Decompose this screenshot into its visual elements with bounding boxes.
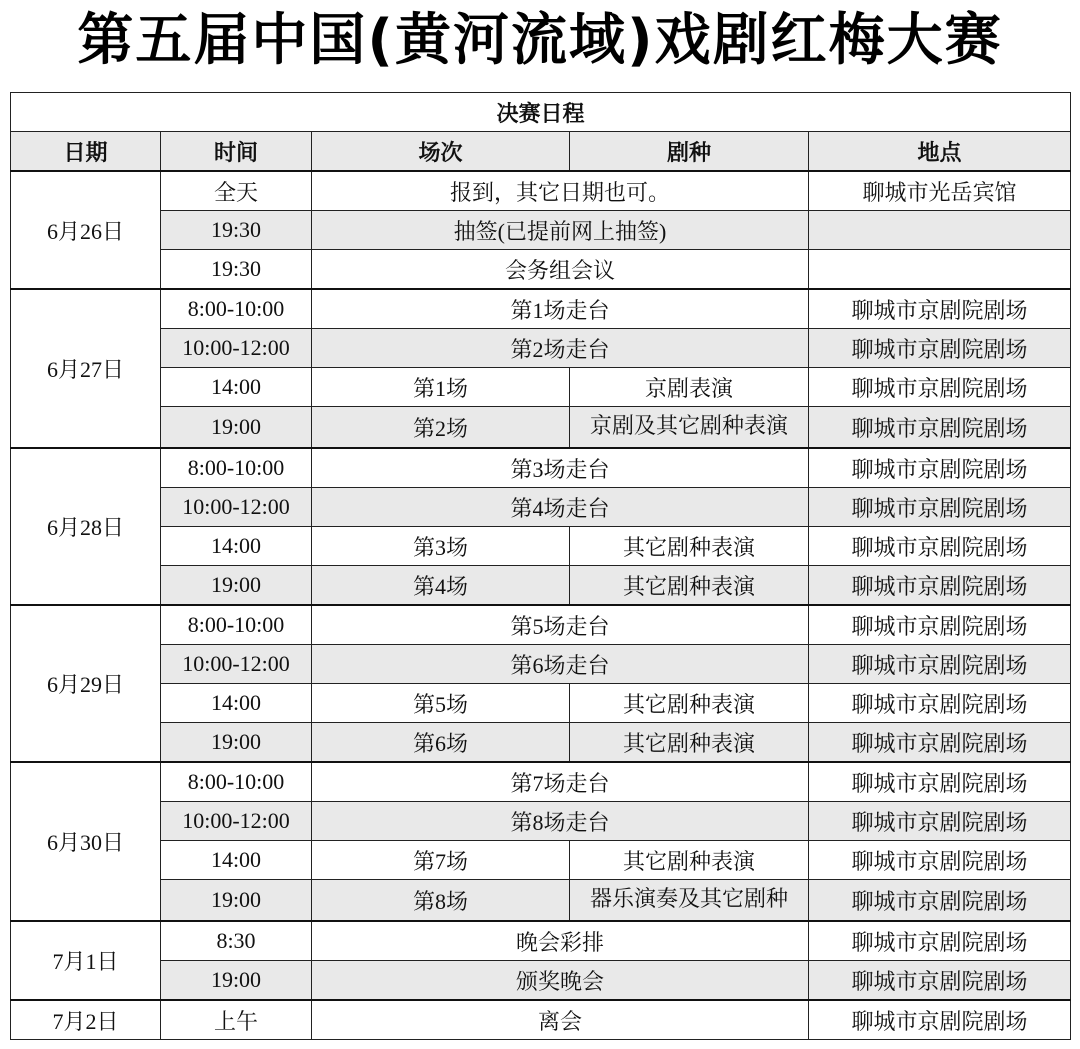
session-cell: 第4场 bbox=[312, 566, 570, 606]
content-cell: 第2场走台 bbox=[312, 329, 809, 368]
table-row bbox=[11, 645, 1071, 684]
schedule-caption: 决赛日程 bbox=[11, 93, 1071, 132]
table-row bbox=[11, 723, 1071, 763]
time-cell: 10:00-12:00 bbox=[161, 488, 312, 527]
table-row bbox=[11, 448, 1071, 488]
header-row bbox=[11, 132, 1071, 172]
venue-cell: 聊城市京剧院剧场 bbox=[809, 841, 1071, 880]
date-cell: 7月1日 bbox=[11, 921, 161, 1000]
venue-cell: 聊城市京剧院剧场 bbox=[809, 802, 1071, 841]
time-cell: 14:00 bbox=[161, 527, 312, 566]
table-row bbox=[11, 605, 1071, 645]
venue-cell: 聊城市京剧院剧场 bbox=[809, 921, 1071, 961]
time-cell: 8:00-10:00 bbox=[161, 605, 312, 645]
table-row bbox=[11, 171, 1071, 211]
table-row bbox=[11, 880, 1071, 922]
table-row bbox=[11, 961, 1071, 1001]
session-cell: 第1场 bbox=[312, 368, 570, 407]
time-cell: 19:30 bbox=[161, 211, 312, 250]
content-cell: 第8场走台 bbox=[312, 802, 809, 841]
genre-cell: 其它剧种表演 bbox=[570, 527, 809, 566]
table-row bbox=[11, 329, 1071, 368]
date-cell: 6月28日 bbox=[11, 448, 161, 605]
table-row bbox=[11, 407, 1071, 449]
content-cell: 离会 bbox=[312, 1000, 809, 1040]
content-cell: 第1场走台 bbox=[312, 289, 809, 329]
time-cell: 19:00 bbox=[161, 407, 312, 449]
date-cell: 7月2日 bbox=[11, 1000, 161, 1040]
date-cell: 6月27日 bbox=[11, 289, 161, 448]
content-cell: 报到，其它日期也可。 bbox=[312, 171, 809, 211]
table-row bbox=[11, 566, 1071, 606]
schedule-table bbox=[10, 92, 1071, 1040]
time-cell: 14:00 bbox=[161, 684, 312, 723]
table-row bbox=[11, 368, 1071, 407]
venue-cell: 聊城市京剧院剧场 bbox=[809, 566, 1071, 606]
time-cell: 全天 bbox=[161, 171, 312, 211]
genre-cell: 其它剧种表演 bbox=[570, 723, 809, 763]
venue-cell: 聊城市京剧院剧场 bbox=[809, 407, 1071, 449]
table-row bbox=[11, 289, 1071, 329]
time-cell: 10:00-12:00 bbox=[161, 645, 312, 684]
content-cell: 第3场走台 bbox=[312, 448, 809, 488]
session-cell: 第2场 bbox=[312, 407, 570, 449]
venue-cell: 聊城市京剧院剧场 bbox=[809, 605, 1071, 645]
session-cell: 第7场 bbox=[312, 841, 570, 880]
content-cell: 第5场走台 bbox=[312, 605, 809, 645]
genre-cell: 其它剧种表演 bbox=[570, 566, 809, 606]
venue-cell: 聊城市光岳宾馆 bbox=[809, 171, 1071, 211]
venue-cell: 聊城市京剧院剧场 bbox=[809, 645, 1071, 684]
venue-cell: 聊城市京剧院剧场 bbox=[809, 762, 1071, 802]
venue-cell: 聊城市京剧院剧场 bbox=[809, 448, 1071, 488]
venue-cell bbox=[809, 250, 1071, 290]
venue-cell: 聊城市京剧院剧场 bbox=[809, 527, 1071, 566]
date-cell: 6月30日 bbox=[11, 762, 161, 921]
genre-cell: 其它剧种表演 bbox=[570, 841, 809, 880]
time-cell: 14:00 bbox=[161, 368, 312, 407]
venue-cell: 聊城市京剧院剧场 bbox=[809, 880, 1071, 922]
time-cell: 14:00 bbox=[161, 841, 312, 880]
time-cell: 19:00 bbox=[161, 566, 312, 606]
genre-cell: 京剧及其它剧种表演 bbox=[570, 407, 809, 449]
header-venue: 地点 bbox=[809, 132, 1071, 172]
date-cell: 6月29日 bbox=[11, 605, 161, 762]
session-cell: 第6场 bbox=[312, 723, 570, 763]
venue-cell: 聊城市京剧院剧场 bbox=[809, 1000, 1071, 1040]
table-row bbox=[11, 802, 1071, 841]
content-cell: 第4场走台 bbox=[312, 488, 809, 527]
session-cell: 第5场 bbox=[312, 684, 570, 723]
table-row bbox=[11, 841, 1071, 880]
time-cell: 8:00-10:00 bbox=[161, 762, 312, 802]
table-row bbox=[11, 684, 1071, 723]
time-cell: 10:00-12:00 bbox=[161, 329, 312, 368]
session-cell: 第3场 bbox=[312, 527, 570, 566]
header-session: 场次 bbox=[312, 132, 570, 172]
content-cell: 抽签(已提前网上抽签) bbox=[312, 211, 809, 250]
content-cell: 颁奖晚会 bbox=[312, 961, 809, 1001]
venue-cell: 聊城市京剧院剧场 bbox=[809, 368, 1071, 407]
time-cell: 8:00-10:00 bbox=[161, 289, 312, 329]
genre-cell: 其它剧种表演 bbox=[570, 684, 809, 723]
time-cell: 8:30 bbox=[161, 921, 312, 961]
time-cell: 19:30 bbox=[161, 250, 312, 290]
venue-cell: 聊城市京剧院剧场 bbox=[809, 488, 1071, 527]
venue-cell: 聊城市京剧院剧场 bbox=[809, 961, 1071, 1001]
table-row bbox=[11, 1000, 1071, 1040]
time-cell: 10:00-12:00 bbox=[161, 802, 312, 841]
venue-cell: 聊城市京剧院剧场 bbox=[809, 684, 1071, 723]
page-title: 第五届中国(黄河流域)戏剧红梅大赛 bbox=[77, 8, 1003, 73]
content-cell: 第6场走台 bbox=[312, 645, 809, 684]
table-row bbox=[11, 921, 1071, 961]
venue-cell: 聊城市京剧院剧场 bbox=[809, 329, 1071, 368]
time-cell: 19:00 bbox=[161, 961, 312, 1001]
table-row bbox=[11, 527, 1071, 566]
date-cell: 6月26日 bbox=[11, 171, 161, 289]
table-row bbox=[11, 250, 1071, 290]
header-time: 时间 bbox=[161, 132, 312, 172]
content-cell: 会务组会议 bbox=[312, 250, 809, 290]
venue-cell bbox=[809, 211, 1071, 250]
content-cell: 第7场走台 bbox=[312, 762, 809, 802]
time-cell: 19:00 bbox=[161, 723, 312, 763]
genre-cell: 京剧表演 bbox=[570, 368, 809, 407]
venue-cell: 聊城市京剧院剧场 bbox=[809, 723, 1071, 763]
schedule-caption-row bbox=[11, 93, 1071, 132]
content-cell: 晚会彩排 bbox=[312, 921, 809, 961]
genre-cell: 器乐演奏及其它剧种 bbox=[570, 880, 809, 922]
time-cell: 19:00 bbox=[161, 880, 312, 922]
session-cell: 第8场 bbox=[312, 880, 570, 922]
table-row bbox=[11, 211, 1071, 250]
time-cell: 8:00-10:00 bbox=[161, 448, 312, 488]
table-row bbox=[11, 762, 1071, 802]
header-genre: 剧种 bbox=[570, 132, 809, 172]
venue-cell: 聊城市京剧院剧场 bbox=[809, 289, 1071, 329]
time-cell: 上午 bbox=[161, 1000, 312, 1040]
header-date: 日期 bbox=[11, 132, 161, 172]
table-row bbox=[11, 488, 1071, 527]
